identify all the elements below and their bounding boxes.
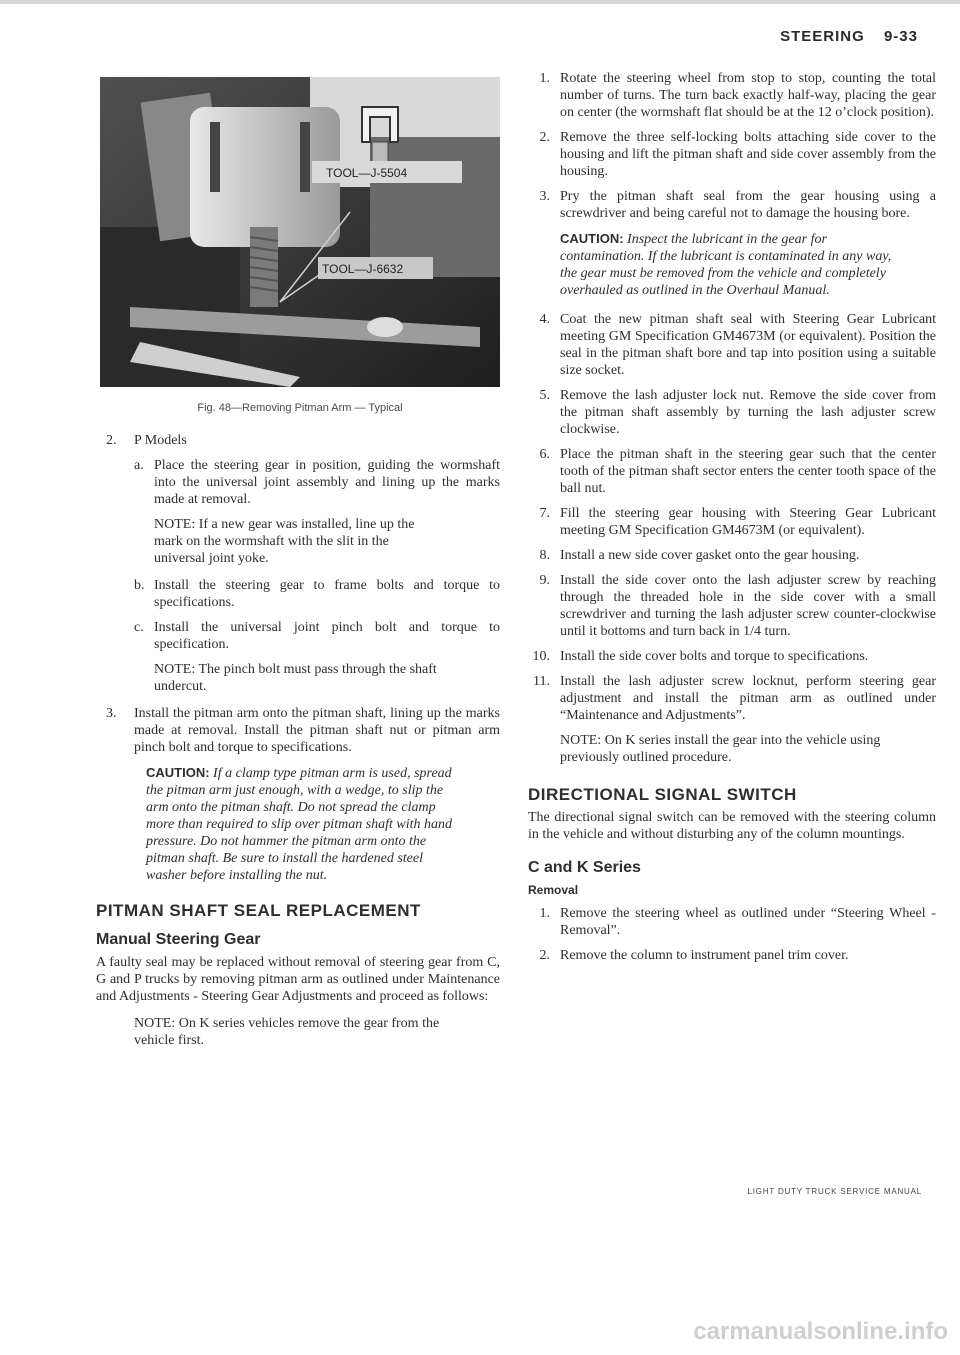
subitem-text: Install the universal joint pinch bolt and torque to specification. xyxy=(154,620,500,652)
caution-label: CAUTION: xyxy=(560,231,624,246)
item-text: Coat the new pitman shaft seal with Steering Gear Lubricant meeting GM Specification GM4673M (or equivalent). Position the seal in the pitman shaft bore and tap into position using a suitable size socket. xyxy=(560,312,936,378)
list-subitem xyxy=(134,619,500,653)
tool-label-j5504: TOOL—J-5504 xyxy=(326,166,408,180)
item-number: 7. xyxy=(539,506,550,521)
figure-photo xyxy=(100,77,500,387)
item-text: Remove the column to instrument panel trim cover. xyxy=(560,948,849,963)
item-number: 8. xyxy=(539,548,550,563)
item-number: 3. xyxy=(106,706,117,721)
list-item xyxy=(528,311,936,379)
item-number: 2. xyxy=(539,130,550,145)
footer-text: LIGHT DUTY TRUCK SERVICE MANUAL xyxy=(747,1187,922,1196)
list-item xyxy=(528,505,936,539)
item-text: Fill the steering gear housing with Steering Gear Lubricant meeting GM Specification GM4673M (or equivalent). xyxy=(560,506,936,538)
item-number: 5. xyxy=(539,388,550,403)
subitem-text: Install the steering gear to frame bolts and torque to specifications. xyxy=(154,578,500,610)
subsection-heading: C and K Series xyxy=(528,859,641,876)
right-column xyxy=(528,70,936,972)
tool-label-j6632: TOOL—J-6632 xyxy=(322,262,404,276)
section-heading: DIRECTIONAL SIGNAL SWITCH xyxy=(528,785,797,804)
caution-label: CAUTION: xyxy=(146,765,210,780)
item-text: Install a new side cover gasket onto the gear housing. xyxy=(560,548,860,563)
left-column xyxy=(96,432,500,1059)
item-text: P Models xyxy=(134,433,187,448)
item-number: 11. xyxy=(533,674,550,689)
list-item xyxy=(528,572,936,640)
list-subitem xyxy=(134,577,500,611)
body-paragraph: The directional signal switch can be removed with the steering column in the vehicle and without disturbing any of the column mountings. xyxy=(528,810,936,842)
item-number: 2. xyxy=(539,948,550,963)
item-number: 9. xyxy=(539,573,550,588)
list-item xyxy=(528,188,936,222)
list-item xyxy=(106,705,500,756)
note: NOTE: If a new gear was installed, line up the mark on the wormshaft with the slit in the universal joint yoke. xyxy=(154,517,415,566)
item-number: 1. xyxy=(539,71,550,86)
caution-text: Inspect the lubricant in the gear for contamination. If the lubricant is contaminated in any way, the gear must be removed from the vehicle and completely overhauled as outlined in the Overhaul Manual. xyxy=(560,232,892,298)
subsubsection-heading: Removal xyxy=(528,883,579,897)
item-number: 4. xyxy=(539,312,550,327)
page-header xyxy=(780,28,918,45)
item-number: 2. xyxy=(106,433,117,448)
note: NOTE: The pinch bolt must pass through the shaft undercut. xyxy=(154,662,437,694)
item-text: Install the side cover onto the lash adjuster screw by reaching through the threaded hole in the side cover with a small screwdriver and turning the lash adjuster screw counter-clockwise until it bottoms and turn back in 1/4 turn. xyxy=(560,573,936,639)
list-subitem xyxy=(134,457,500,508)
caution xyxy=(560,230,896,299)
list-item xyxy=(528,648,936,665)
list-item xyxy=(528,446,936,497)
body-paragraph: A faulty seal may be replaced without removal of steering gear from C, G and P trucks by removing pitman arm as outlined under Maintenance and Adjustments - Steering Gear Adjustments and proceed as follows: xyxy=(96,955,500,1004)
item-text: Rotate the steering wheel from stop to stop, counting the total number of turns. The turn back exactly half-way, placing the gear on center (the wormshaft flat should be at the 12 o’clock position). xyxy=(560,71,936,120)
list-item xyxy=(528,947,936,964)
subsection-heading: Manual Steering Gear xyxy=(96,931,261,948)
list-item xyxy=(528,673,936,724)
list-item xyxy=(106,432,500,449)
item-number: 1. xyxy=(539,906,550,921)
pitman-arm-photo xyxy=(100,77,500,387)
item-text: Remove the three self-locking bolts attaching side cover to the housing and lift the pitman shaft and side cover assembly from the housing. xyxy=(560,130,936,179)
list-item xyxy=(528,387,936,438)
section-heading: PITMAN SHAFT SEAL REPLACEMENT xyxy=(96,901,421,920)
subitem-letter: a. xyxy=(134,458,144,473)
note: NOTE: On K series vehicles remove the gear from the vehicle first. xyxy=(134,1016,440,1048)
subitem-letter: c. xyxy=(134,620,144,635)
subitem-text: Place the steering gear in position, guiding the wormshaft into the universal joint assembly and lining up the marks made at removal. xyxy=(154,458,500,507)
item-text: Install the pitman arm onto the pitman shaft, lining up the marks made at removal. Install the pitman shaft nut or pitman arm pinch bolt and torque to specifications. xyxy=(134,706,500,755)
caution xyxy=(146,764,460,884)
top-rule xyxy=(0,0,960,4)
caution-text: If a clamp type pitman arm is used, spread the pitman arm just enough, with a wedge, to slip the arm onto the pitman shaft. Do not spread the clamp more than required to slip over pitman shaft with hand pressure. Do not hammer the pitman arm onto the pitman shaft. Be sure to install the hardened steel washer before installing the nut. xyxy=(146,766,453,883)
list-item xyxy=(528,547,936,564)
list-item xyxy=(528,70,936,121)
item-text: Install the lash adjuster screw locknut, perform steering gear adjustment and install the pitman arm as outlined under “Maintenance and Adjustments”. xyxy=(560,674,936,723)
subitem-letter: b. xyxy=(134,578,145,593)
item-number: 3. xyxy=(539,189,550,204)
list-item xyxy=(528,905,936,939)
list-item xyxy=(528,129,936,180)
item-text: Place the pitman shaft in the steering gear such that the center tooth of the pitman shaft sector enters the center tooth space of the ball nut. xyxy=(560,447,936,496)
note: NOTE: On K series install the gear into the vehicle using previously outlined procedure. xyxy=(560,733,881,765)
item-number: 6. xyxy=(539,447,550,462)
item-text: Remove the steering wheel as outlined under “Steering Wheel - Removal”. xyxy=(560,906,936,938)
page-number: 9-33 xyxy=(883,28,918,45)
item-number: 10. xyxy=(532,649,550,664)
item-text: Remove the lash adjuster lock nut. Remove the side cover from the pitman shaft assembly by turning the lash adjuster screw clockwise. xyxy=(560,388,936,437)
item-text: Install the side cover bolts and torque to specifications. xyxy=(560,649,869,664)
figure-caption: Fig. 48—Removing Pitman Arm — Typical xyxy=(197,402,403,414)
item-text: Pry the pitman shaft seal from the gear housing using a screwdriver and being careful not to damage the housing bore. xyxy=(560,189,936,221)
watermark: carmanualsonline.info xyxy=(693,1318,948,1345)
section-title: STEERING xyxy=(780,28,865,45)
